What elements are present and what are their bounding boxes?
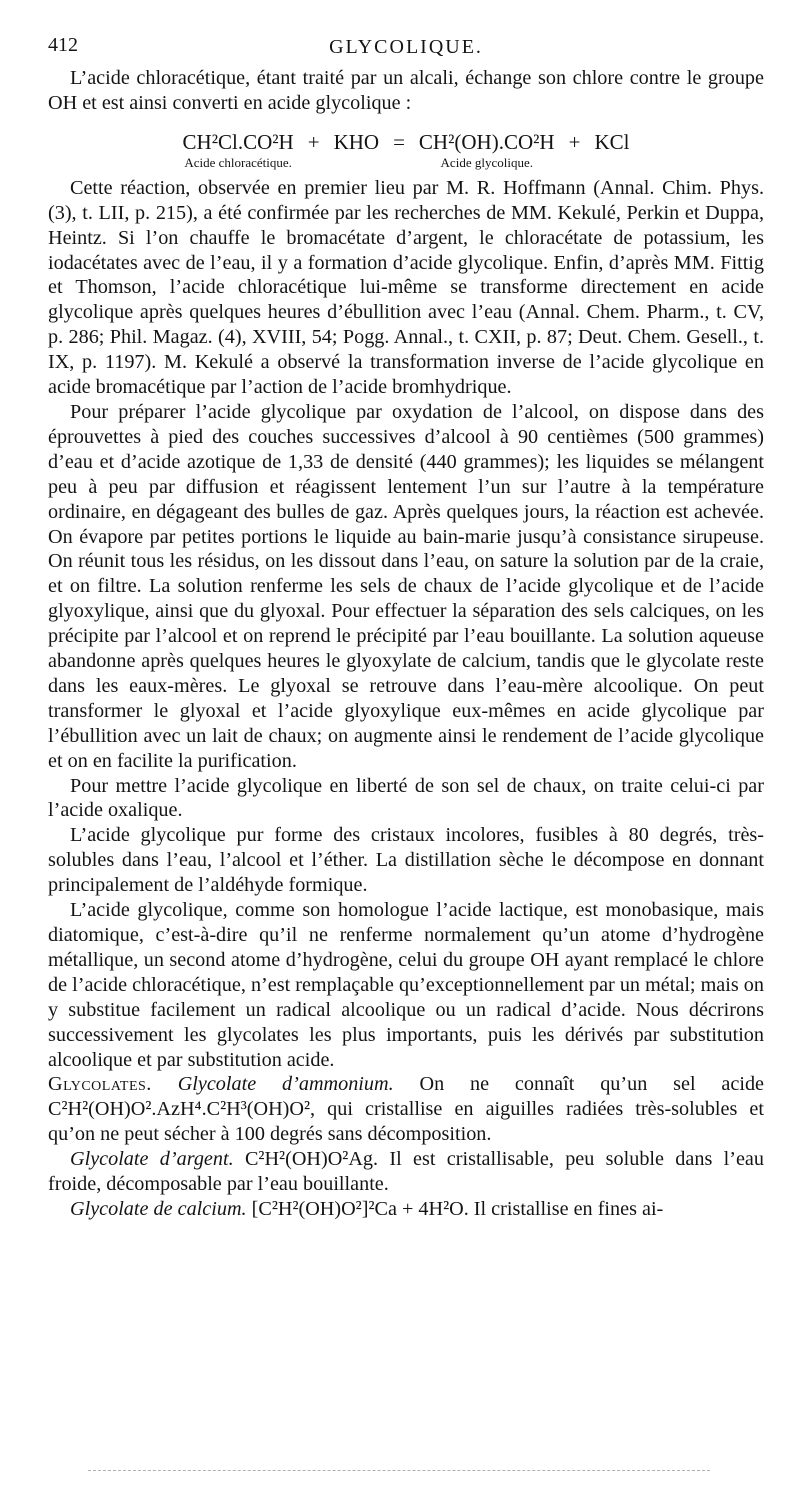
equation-caption-product: Acide glycolique. [440,154,533,170]
text-ammonium: On ne connaît qu’un sel acide C²H²(OH)O².AzH⁴.C²H³(OH)O², qui cristallise en aiguilles radiées très-solubles et qu’on ne peut sécher à 100 degrés sans décomposition. [48,1073,765,1146]
subheading-argent: Glycolate d’argent. [70,1148,234,1171]
equation-equals: = [393,129,405,154]
text-argent: C²H²(OH)O²Ag. Il est cristallisable, peu soluble dans l’eau froide, décomposable par l’eau bouillante. [48,1148,764,1196]
equation-byproduct: KCl [594,129,630,154]
section-heading-glycolates: Glycolates. [48,1073,152,1096]
equation-product-term [419,130,555,170]
body-text [48,66,764,1222]
subheading-calcium: Glycolate de calcium. [70,1197,247,1220]
equation-caption-reactant: Acide chloracétique. [184,154,292,170]
paragraph-ammonium [48,1072,764,1147]
equation-plus: + [307,129,320,154]
equation-lhs: CH²Cl.CO²H [182,129,294,154]
text-calcium: [C²H²(OH)O²]²Ca + 4H²O. Il cristallise en fines ai- [251,1197,664,1220]
equation-reagent: KHO [333,129,380,154]
paragraph-liberation: Pour mettre l’acide glycolique en liberté de son sel de chaux, on traite celui-ci par l’acide oxalique. [48,774,764,822]
subheading-ammonium: Glycolate d’ammonium. [177,1073,394,1096]
equation-reactant [183,130,294,170]
reaction-equation [48,130,764,170]
paragraph-properties: L’acide glycolique pur forme des cristaux incolores, fusibles à 80 degrés, très-solubles dans l’eau, l’alcool et l’éther. La distillation sèche le décompose en donnant principalement de l’aldéhyde formique. [48,824,764,897]
paragraph-basicity: L’acide glycolique, comme son homologue l’acide lactique, est monobasique, mais diatomique, c’est-à-dire qu’il ne renferme normalement qu’un atome d’hydrogène métallique, un second atome d’hydrogène, celui du groupe OH ayant remplacé le chlore de l’acide chloracétique, n’est remplaçable qu’exceptionnellement par un métal; mais on y substitue facilement un radical alcoolique ou un radical d’acide. Nous décrirons successivement les glycolates les plus importants, puis les dérivés par substitution alcoolique et par substitution acide. [48,899,764,1071]
equation-plus-2: + [568,129,581,154]
page-header [48,30,764,66]
equation-product: CH²(OH).CO²H [418,129,555,154]
footer-bleedthrough-line [88,1470,710,1471]
paragraph-preparation: Pour préparer l’acide glycolique par oxydation de l’alcool, on dispose dans des éprouvettes à pied des couches successives d’alcool à 90 centièmes (500 grammes) d’eau et d’acide azotique de 1,33 de densité (440 grammes); les liquides se mélangent peu à peu par diffusion et réagissent lentement l’un sur l’autre à la température ordinaire, en dégageant des bulles de gaz. Après quelques jours, la réaction est achevée. On évapore par petites portions le liquide au bain-marie jusqu’à consistance sirupeuse. On réunit tous les résidus, on les dissout dans l’eau, on sature la solution par de la craie, et on filtre. La solution renferme les sels de chaux de l’acide glycolique et de l’acide glyoxylique, ainsi que du glyoxal. Pour effectuer la séparation des sels calciques, on les précipite par l’alcool et on reprend le précipité par l’eau bouillante. La solution aqueuse abandonne après quelques heures le glyoxylate de calcium, tandis que le glycolate reste dans les eaux-mères. Le glyoxal se retrouve dans l’eau-mère alcoolique. On peut transformer le glyoxal et l’acide glyoxylique eux-mêmes en acide glycolique par l’ébullition avec un lait de chaux; on augmente ainsi le rendement de l’acide glycolique et on en facilite la purification. [48,400,764,772]
running-title: GLYCOLIQUE. [329,36,483,58]
page-number: 412 [48,34,78,56]
paragraph-intro: L’acide chloracétique, étant traité par un alcali, échange son chlore contre le groupe OH et est ainsi converti en acide glycolique : [48,67,764,114]
paragraph-calcium [48,1197,764,1222]
paragraph-argent [48,1147,764,1197]
paragraph-hoffmann: Cette réaction, observée en premier lieu par M. R. Hoffmann (Annal. Chim. Phys. (3), t. LII, p. 215), a été confirmée par les recherches de MM. Kekulé, Perkin et Duppa, Heintz. Si l’on chauffe le bromacétate d’argent, le chloracétate de potassium, les iodacétates avec de l’eau, il y a formation d’acide glycolique. Enfin, d’après MM. Fittig et Thomson, l’acide chloracétique lui-même se transforme directement en acide glycolique après quelques heures d’ébullition avec l’eau (Annal. Chem. Pharm., t. CV, p. 286; Phil. Magaz. (4), XVIII, 54; Pogg. Annal., t. CXII, p. 87; Deut. Chem. Gesell., t. IX, p. 1197). M. Kekulé a observé la transformation inverse de l’acide glycolique en acide bromacétique par l’action de l’acide bromhydrique. [48,176,764,399]
